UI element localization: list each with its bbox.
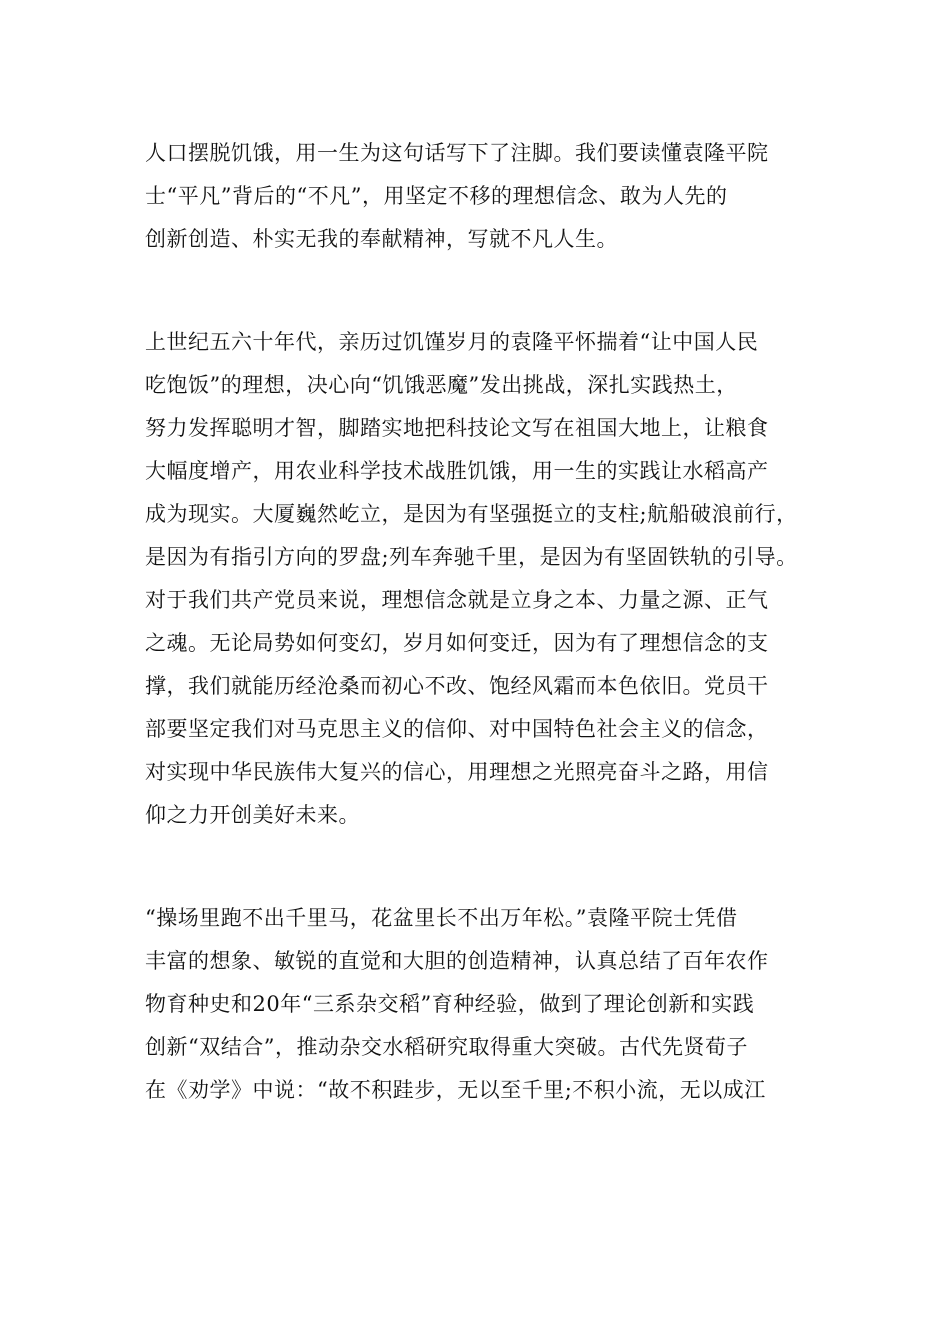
paragraph-spacer xyxy=(145,837,815,897)
text-line: 是因为有指引方向的罗盘;列车奔驰千里，是因为有坚固铁轨的引导。 xyxy=(145,545,798,569)
text-line: 对实现中华民族伟大复兴的信心，用理想之光照亮奋斗之路，用信 xyxy=(145,760,769,784)
text-line: 在《劝学》中说：“故不积跬步，无以至千里;不积小流，无以成江 xyxy=(145,1078,766,1102)
text-line: 人口摆脱饥饿，用一生为这句话写下了注脚。我们要读懂袁隆平院 xyxy=(145,141,769,165)
text-line: 上世纪五六十年代，亲历过饥馑岁月的袁隆平怀揣着“让中国人民 xyxy=(145,330,759,354)
paragraph-3 xyxy=(145,897,815,1112)
text-line: 之魂。无论局势如何变幻，岁月如何变迁，因为有了理想信念的支 xyxy=(145,631,769,655)
text-line: 士“平凡”背后的“不凡”，用坚定不移的理想信念、敢为人先的 xyxy=(145,184,728,208)
text-line: 努力发挥聪明才智，脚踏实地把科技论文写在祖国大地上，让粮食 xyxy=(145,416,769,440)
text-line: 物育种史和20年“三系杂交稻”育种经验，做到了理论创新和实践 xyxy=(145,992,755,1016)
text-line: “操场里跑不出千里马，花盆里长不出万年松。”袁隆平院士凭借 xyxy=(145,906,738,930)
text-line: 对于我们共产党员来说，理想信念就是立身之本、力量之源、正气 xyxy=(145,588,769,612)
text-line: 仰之力开创美好未来。 xyxy=(145,803,360,827)
text-line: 撑，我们就能历经沧桑而初心不改、饱经风霜而本色依旧。党员干 xyxy=(145,674,769,698)
document-body xyxy=(145,132,815,1112)
text-line: 创新创造、朴实无我的奉献精神，写就不凡人生。 xyxy=(145,227,618,251)
paragraph-1 xyxy=(145,132,815,261)
text-line: 创新“双结合”，推动杂交水稻研究取得重大突破。古代先贤荀子 xyxy=(145,1035,748,1059)
paragraph-2 xyxy=(145,321,815,837)
text-line: 丰富的想象、敏锐的直觉和大胆的创造精神，认真总结了百年农作 xyxy=(145,949,769,973)
text-line: 成为现实。大厦巍然屹立，是因为有坚强挺立的支柱;航船破浪前行， xyxy=(145,502,798,526)
paragraph-spacer xyxy=(145,261,815,321)
text-line: 吃饱饭”的理想，决心向“饥饿恶魔”发出挑战，深扎实践热土， xyxy=(145,373,738,397)
text-line: 大幅度增产，用农业科学技术战胜饥饿，用一生的实践让水稻高产 xyxy=(145,459,769,483)
text-line: 部要坚定我们对马克思主义的信仰、对中国特色社会主义的信念， xyxy=(145,717,769,741)
